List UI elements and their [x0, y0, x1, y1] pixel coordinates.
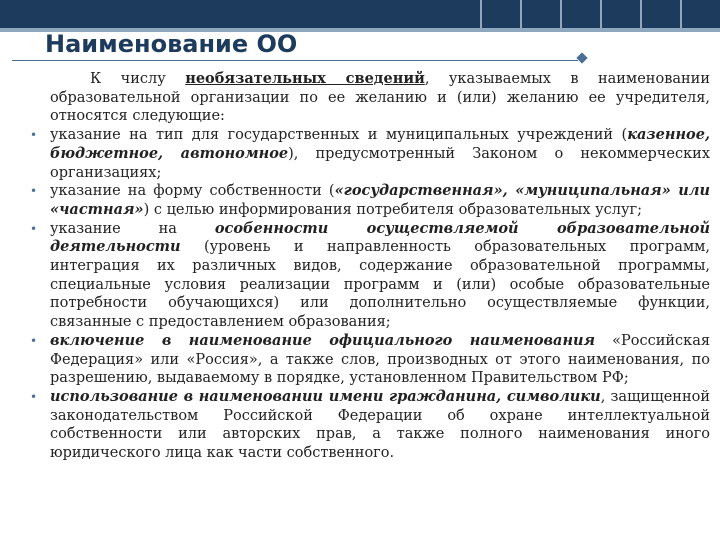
bullet-text-end: (уровень и направленность образовательных программ, интеграция их различных видов, содержание образовательной программы, специальные условия реализации программ и (или) особые образовательные потребности обучающихся) или дополнительно осуществляемые функции, связанные с предоставлением образования;: [50, 239, 710, 331]
intro-rest: , указываемых в наименовании образовательной организации по ее желанию и (или) желанию ее учредителя, относятся следующие:: [50, 71, 710, 125]
band-stripes: [460, 0, 720, 28]
bullet-emphasis: казенное, бюджетное, автономное: [50, 126, 710, 162]
bullet-icon: •: [30, 128, 38, 143]
list-item-citizen-name: [30, 387, 711, 463]
bullet-emphasis: включение в наименование официального наименования: [50, 331, 596, 349]
top-decorative-band: [0, 0, 720, 28]
intro-emphasis: необязательных сведений: [185, 70, 425, 87]
list-item-official-name: [30, 331, 710, 388]
bullet-list: [30, 126, 711, 463]
bullet-icon: •: [30, 221, 38, 236]
list-item-features: [30, 219, 710, 332]
title-underline-marker: [576, 52, 587, 63]
bullet-text: указание на: [50, 220, 215, 237]
bullet-text-end: «Российская Федерация» или «Россия», а также слов, производных от этого наименования, по разрешению, выдаваемому в порядке, установленном Правительством РФ;: [50, 332, 710, 387]
bullet-emphasis: «государственная», «муниципальная» или «частная»: [50, 182, 710, 218]
title-underline: [12, 60, 578, 61]
bullet-icon: •: [30, 389, 38, 404]
bullet-text: указание на форму собственности (: [50, 183, 335, 200]
bullet-text-end: ), предусмотренный Законом о некоммерческих организациях;: [50, 145, 710, 181]
bullet-text: указание на тип для государственных и муниципальных учреждений (: [50, 127, 628, 144]
bullet-icon: •: [30, 184, 38, 199]
intro-lead: К числу: [90, 71, 186, 87]
slide-body: [30, 70, 711, 463]
bullet-icon: •: [30, 333, 38, 348]
slide-title: Наименование ОО: [45, 30, 298, 58]
bullet-text-end: , защищенной законодательством Российской Федерации об охране интеллектуальной собственности или авторских прав, а также полного наименования иного юридического лица как части собственного.: [50, 388, 711, 462]
bullet-emphasis: особенности осуществляемой образовательной деятельности: [50, 219, 710, 256]
bullet-emphasis: использование в наименовании имени гражданина, символики: [50, 387, 601, 405]
list-item-type: [30, 126, 710, 182]
list-item-ownership: [30, 182, 710, 219]
bullet-text-end: ) с целью информирования потребителя образовательных услуг;: [143, 201, 643, 218]
intro-paragraph: [50, 70, 710, 126]
